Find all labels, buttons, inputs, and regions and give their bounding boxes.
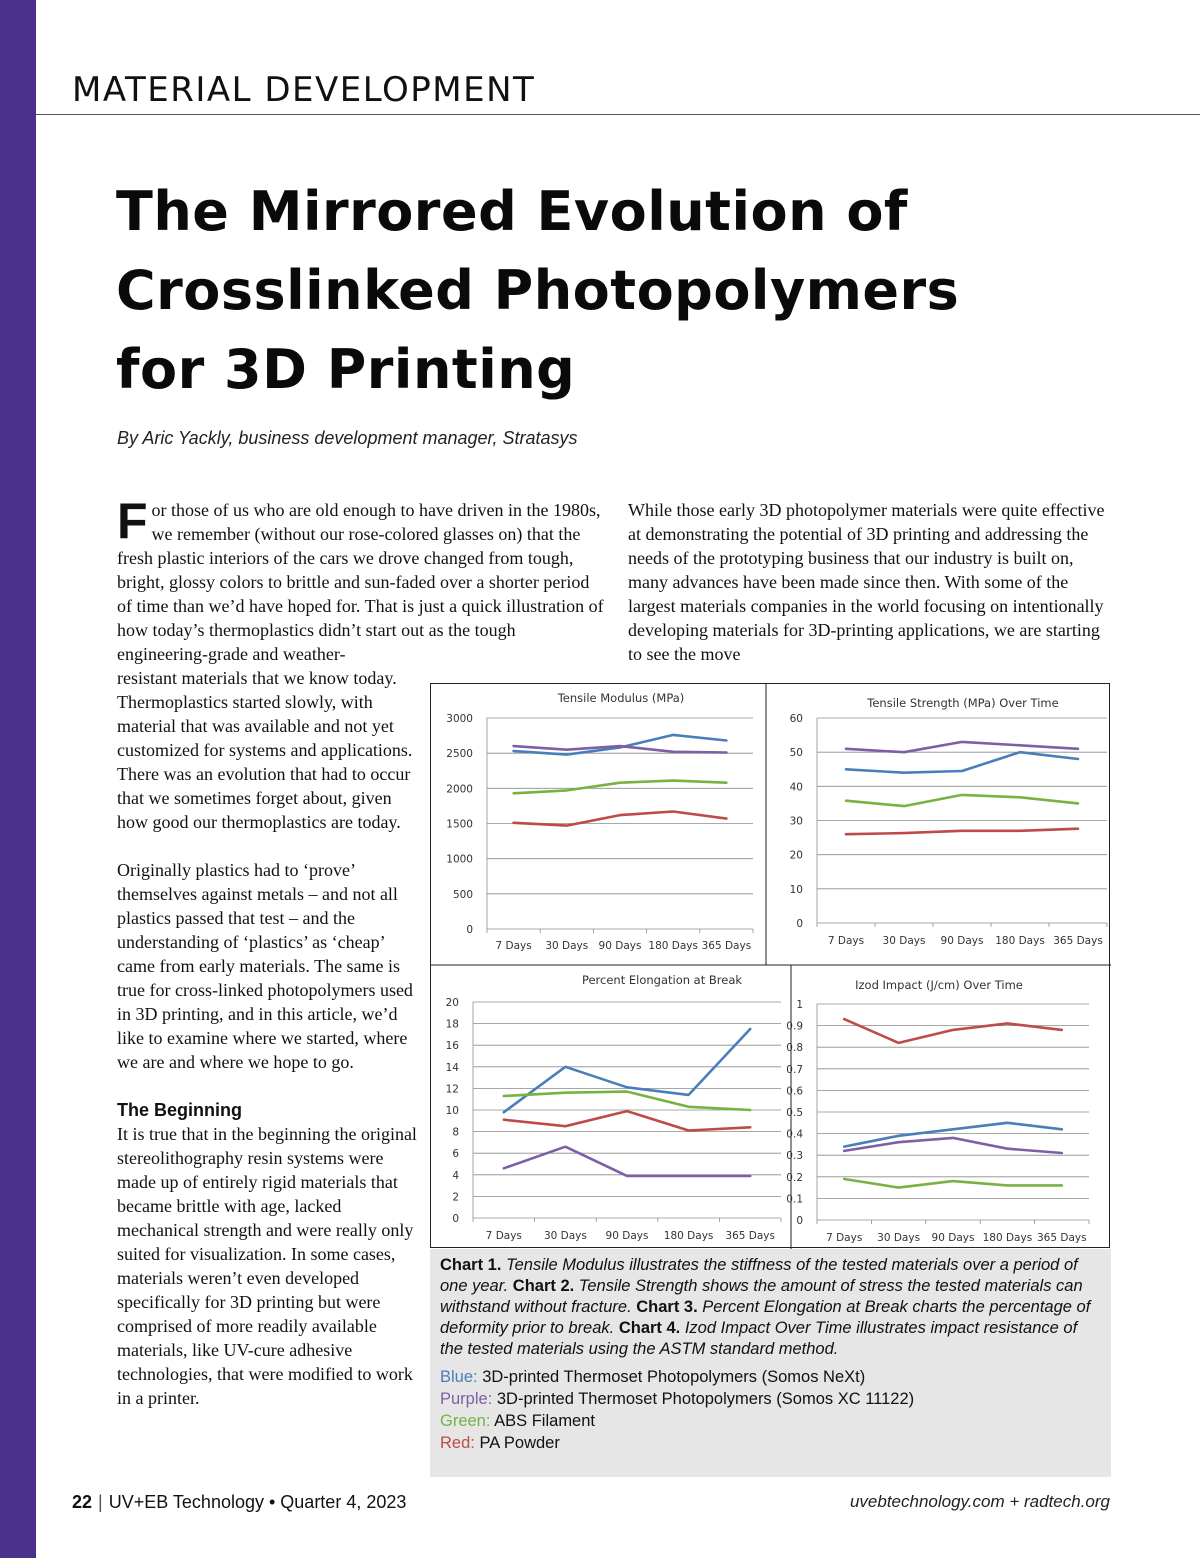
y-tick-label: 500 xyxy=(452,888,473,901)
paragraph-2: Originally plastics had to ‘prove’ themselves against metals – and not all plastics passed that test – and the understanding of ‘plastics’ as ‘cheap’ came from early materials. The same is true for cross-linked photopolymers used in 3D printing, and in this article, we’d like to examine where we started, where we are and where we hope to go. xyxy=(117,860,413,1072)
footer-left xyxy=(72,1492,406,1513)
y-tick-label: 0.2 xyxy=(786,1171,803,1184)
caption-chart3-text: Percent Elongation at Break charts the percentage of deformity prior to break. xyxy=(440,1298,1091,1337)
x-tick-label: 90 Days xyxy=(931,1232,975,1244)
figure-caption xyxy=(430,1249,1111,1477)
legend-text: 3D-printed Thermoset Photopolymers (Somos NeXt) xyxy=(477,1368,866,1386)
x-tick-label: 7 Days xyxy=(827,935,865,947)
x-tick-label: 30 Days xyxy=(877,1232,921,1244)
series-line xyxy=(844,1123,1062,1147)
series-line xyxy=(846,829,1078,835)
x-tick-label: 365 Days xyxy=(1037,1232,1087,1244)
paragraph-3: It is true that in the beginning the original stereolithography resin systems were made up of entirely rigid materials that became brittle with age, lacked mechanical strength and were really only suited for visualization. In some cases, materials weren’t even developed specifically for 3D printing but were comprised of more readily available materials, like UV-cure adhesive technologies, that were modified to work in a printer. xyxy=(117,1124,417,1408)
y-tick-label: 0.5 xyxy=(786,1107,803,1119)
section-label: MATERIAL DEVELOPMENT xyxy=(72,70,536,110)
series-line xyxy=(504,1029,750,1112)
x-tick-label: 30 Days xyxy=(545,940,589,952)
chart-title: Tensile Strength (MPa) Over Time xyxy=(867,696,1059,710)
y-tick-label: 8 xyxy=(452,1126,459,1139)
y-tick-label: 40 xyxy=(789,781,803,794)
x-tick-label: 7 Days xyxy=(485,1230,522,1242)
y-tick-label: 0 xyxy=(452,1213,459,1225)
legend-color-word: Green: xyxy=(440,1412,491,1430)
chart-title: Percent Elongation at Break xyxy=(581,973,743,987)
x-tick-label: 30 Days xyxy=(882,935,926,947)
side-color-bar xyxy=(0,0,36,1558)
caption-chart1-text: Tensile Modulus illustrates the stiffness of the tested materials over a period of one year. xyxy=(440,1256,1078,1295)
legend-text: ABS Filament xyxy=(490,1412,595,1430)
drop-cap: F xyxy=(117,493,148,549)
y-tick-label: 18 xyxy=(445,1018,459,1031)
y-tick-label: 1000 xyxy=(446,853,473,866)
paragraph-4: While those early 3D photopolymer materials were quite effective at demonstrating the potential of 3D printing and addressing the needs of the prototyping business that our industry is built on, many advances have been made since then. With some of the largest materials companies in the world focusing on intentionally developing materials for 3D-printing applications, we are starting to see the move xyxy=(628,500,1105,664)
figure-charts xyxy=(430,683,1110,1248)
caption-legend xyxy=(440,1366,1101,1454)
y-tick-label: 0.9 xyxy=(786,1020,803,1033)
y-tick-label: 0 xyxy=(466,924,473,936)
y-tick-label: 2500 xyxy=(446,748,473,761)
caption-chart3-label: Chart 3. xyxy=(636,1298,698,1316)
series-line xyxy=(844,1019,1062,1043)
footer-websites: uvebtechnology.com + radtech.org xyxy=(849,1492,1110,1511)
paragraph-1 xyxy=(117,493,607,666)
article-title: The Mirrored Evolution of Crosslinked Photopolymers for 3D Printing xyxy=(116,180,960,401)
series-line xyxy=(504,1147,750,1176)
y-tick-label: 2 xyxy=(452,1191,459,1204)
y-tick-label: 0.8 xyxy=(786,1042,803,1055)
legend-row-blue xyxy=(440,1366,1101,1388)
x-tick-label: 180 Days xyxy=(995,935,1045,947)
legend-row-purple xyxy=(440,1388,1101,1410)
legend-color-word: Blue: xyxy=(440,1368,478,1386)
series-line xyxy=(844,1179,1062,1188)
x-tick-label: 180 Days xyxy=(982,1232,1033,1244)
y-tick-label: 1500 xyxy=(446,818,473,831)
column-1-top xyxy=(117,493,607,666)
series-line xyxy=(846,742,1078,752)
y-tick-label: 60 xyxy=(789,713,803,725)
caption-chart4-text: Izod Impact Over Time illustrates impact resistance of the tested materials using the ASTM standard method. xyxy=(440,1319,1078,1358)
subheading: The Beginning xyxy=(117,1100,242,1120)
y-tick-label: 0.1 xyxy=(786,1193,803,1206)
paragraph-1-text: or those of us who are old enough to have driven in the 1980s, we remember (without our rose-colored glasses on) that the fresh plastic interiors of the cars we drove changed from tough, bright, glossy colors to brittle and sun-faded over a shorter period of time than we’d have hoped for. That is just a quick illustration of how today’s thermoplastics didn’t start out as the tough engineering-grade and weather- xyxy=(117,500,604,664)
legend-color-word: Red: xyxy=(440,1434,475,1452)
x-tick-label: 365 Days xyxy=(701,940,752,952)
series-line xyxy=(846,752,1078,773)
y-tick-label: 10 xyxy=(789,883,803,896)
x-tick-label: 90 Days xyxy=(940,935,984,947)
y-tick-label: 2000 xyxy=(446,783,473,796)
footer-divider: | xyxy=(98,1492,103,1512)
legend-row-green xyxy=(440,1410,1101,1432)
y-tick-label: 20 xyxy=(789,849,803,862)
x-tick-label: 90 Days xyxy=(598,940,642,952)
series-line xyxy=(514,781,727,794)
y-tick-label: 30 xyxy=(789,815,803,828)
y-tick-label: 12 xyxy=(445,1083,459,1096)
y-tick-label: 0.6 xyxy=(786,1085,803,1098)
x-tick-label: 30 Days xyxy=(543,1230,587,1242)
series-line xyxy=(504,1092,750,1110)
series-line xyxy=(846,795,1078,806)
page-number: 22 xyxy=(72,1492,93,1512)
paragraph-1-continued: resistant materials that we know today. Thermoplastics started slowly, with material that was available and not yet customized for systems and applications. There was an evolution that had to occur that we sometimes forget about, given how good our thermoplastics are today. xyxy=(117,668,413,832)
publication-name: UV+EB Technology • Quarter 4, 2023 xyxy=(108,1492,407,1512)
caption-chart2-text: Tensile Strength shows the amount of stress the tested materials can withstand without fracture. xyxy=(440,1277,1083,1316)
y-tick-label: 14 xyxy=(445,1061,459,1074)
y-tick-label: 4 xyxy=(452,1169,459,1182)
chart-title: Izod Impact (J/cm) Over Time xyxy=(855,978,1023,992)
x-tick-label: 7 Days xyxy=(826,1232,863,1244)
y-tick-label: 0 xyxy=(796,1215,803,1227)
x-tick-label: 180 Days xyxy=(663,1230,714,1242)
x-tick-label: 180 Days xyxy=(648,940,698,952)
y-tick-label: 0.7 xyxy=(786,1063,803,1076)
y-tick-label: 3000 xyxy=(446,713,473,725)
x-tick-label: 7 Days xyxy=(495,940,532,952)
caption-text xyxy=(440,1255,1101,1360)
y-tick-label: 1 xyxy=(796,999,803,1011)
series-line xyxy=(504,1111,750,1130)
legend-text: PA Powder xyxy=(474,1434,560,1452)
x-tick-label: 90 Days xyxy=(605,1230,649,1242)
caption-chart2-label: Chart 2. xyxy=(512,1277,575,1295)
caption-chart4-label: Chart 4. xyxy=(618,1319,681,1337)
column-1-narrow xyxy=(117,666,417,1410)
y-tick-label: 16 xyxy=(445,1040,459,1053)
y-tick-label: 0 xyxy=(796,918,803,930)
caption-chart1-label: Chart 1. xyxy=(440,1256,502,1274)
y-tick-label: 10 xyxy=(445,1105,459,1117)
y-tick-label: 0.4 xyxy=(786,1128,803,1141)
y-tick-label: 0.3 xyxy=(786,1150,803,1163)
chart-title: Tensile Modulus (MPa) xyxy=(557,691,685,705)
y-tick-label: 50 xyxy=(789,747,803,760)
legend-row-red xyxy=(440,1432,1101,1454)
y-tick-label: 6 xyxy=(452,1148,459,1161)
header-rule xyxy=(36,114,1200,115)
legend-text: 3D-printed Thermoset Photopolymers (Somos XC 11122) xyxy=(492,1390,915,1408)
x-tick-label: 365 Days xyxy=(725,1230,775,1242)
byline: By Aric Yackly, business development manager, Stratasys xyxy=(117,428,578,448)
x-tick-label: 365 Days xyxy=(1053,935,1103,947)
column-2-top xyxy=(628,498,1108,666)
legend-color-word: Purple: xyxy=(440,1390,493,1408)
y-tick-label: 20 xyxy=(445,997,459,1009)
charts-svg xyxy=(431,684,1111,1249)
series-line xyxy=(514,746,727,752)
